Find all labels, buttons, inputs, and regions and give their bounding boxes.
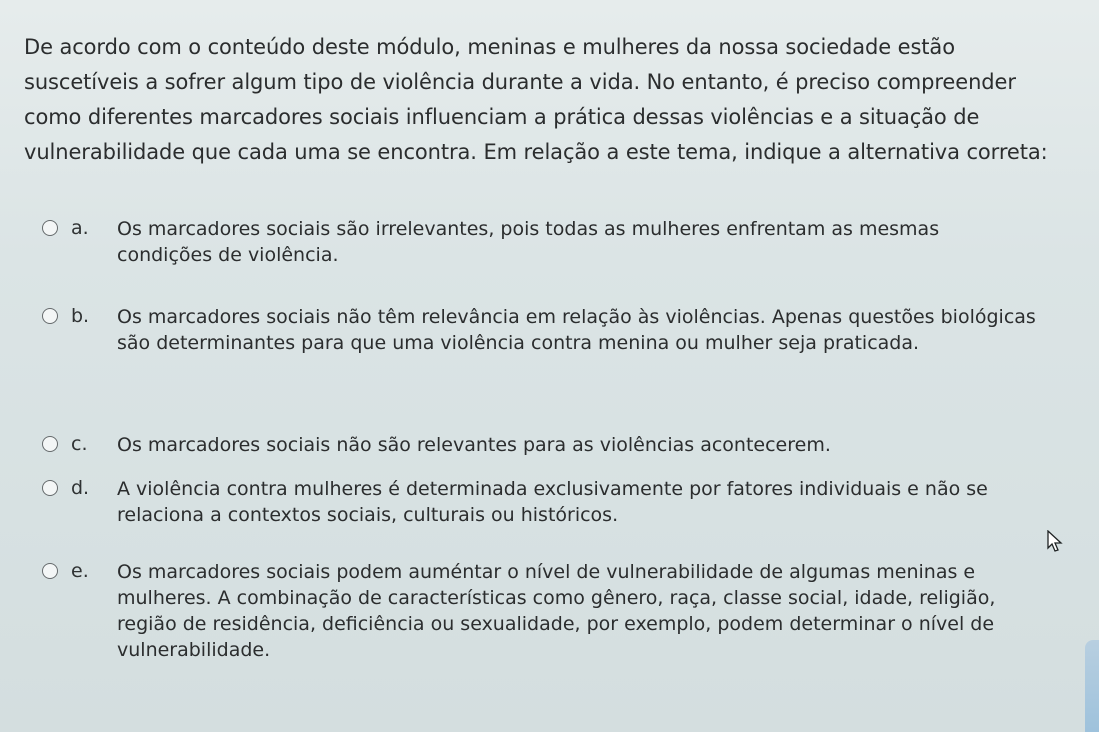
option-c[interactable] (42, 423, 1042, 467)
option-text-d: A violência contra mulheres é determinada exclusivamente por fatores individuais e não se relaciona a contextos sociais, culturais ou históricos. (117, 478, 988, 526)
option-letter-a: a. (71, 217, 89, 239)
option-d[interactable] (42, 467, 1042, 550)
option-letter-c: c. (71, 433, 88, 455)
option-text-e: Os marcadores sociais podem auméntar o nível de vulnerabilidade de algumas meninas e mulheres. A combinação de características como gênero, raça, classe social, idade, religião, região de residência, deficiência ou sexualidade, por exemplo, podem determinar o nível de vulnerabilidade. (117, 561, 996, 661)
option-letter-d: d. (71, 477, 90, 499)
screen-edge-highlight (1085, 640, 1099, 732)
option-text-b: Os marcadores sociais não têm relevância em relação às violências. Apenas questões biológicas são determinantes para que uma violência contra menina ou mulher seja praticada. (117, 306, 1036, 354)
question-text: De acordo com o conteúdo deste módulo, meninas e mulheres da nossa sociedade estão suscetíveis a sofrer algum tipo de violência durante a vida. No entanto, é preciso compreender como diferentes marcadores sociais influenciam a prática dessas violências e a situação de vulnerabilidade que cada uma se encontra. Em relação a este tema, indique a alternativa correta: (24, 35, 1048, 164)
radio-button-b[interactable] (42, 308, 58, 324)
option-text-a: Os marcadores sociais são irrelevantes, pois todas as mulheres enfrentam as mesmas condições de violência. (117, 218, 940, 266)
option-e[interactable] (42, 550, 1042, 690)
option-a[interactable] (42, 207, 1042, 295)
option-letter-e: e. (71, 560, 89, 582)
radio-button-d[interactable] (42, 480, 58, 496)
answer-options (42, 207, 1042, 690)
option-letter-b: b. (71, 305, 90, 327)
option-b[interactable] (42, 295, 1042, 423)
radio-button-a[interactable] (42, 220, 58, 236)
option-text-c: Os marcadores sociais não são relevantes para as violências acontecerem. (117, 434, 831, 456)
radio-button-e[interactable] (42, 563, 58, 579)
mouse-pointer-icon (1046, 530, 1066, 552)
radio-button-c[interactable] (42, 436, 58, 452)
